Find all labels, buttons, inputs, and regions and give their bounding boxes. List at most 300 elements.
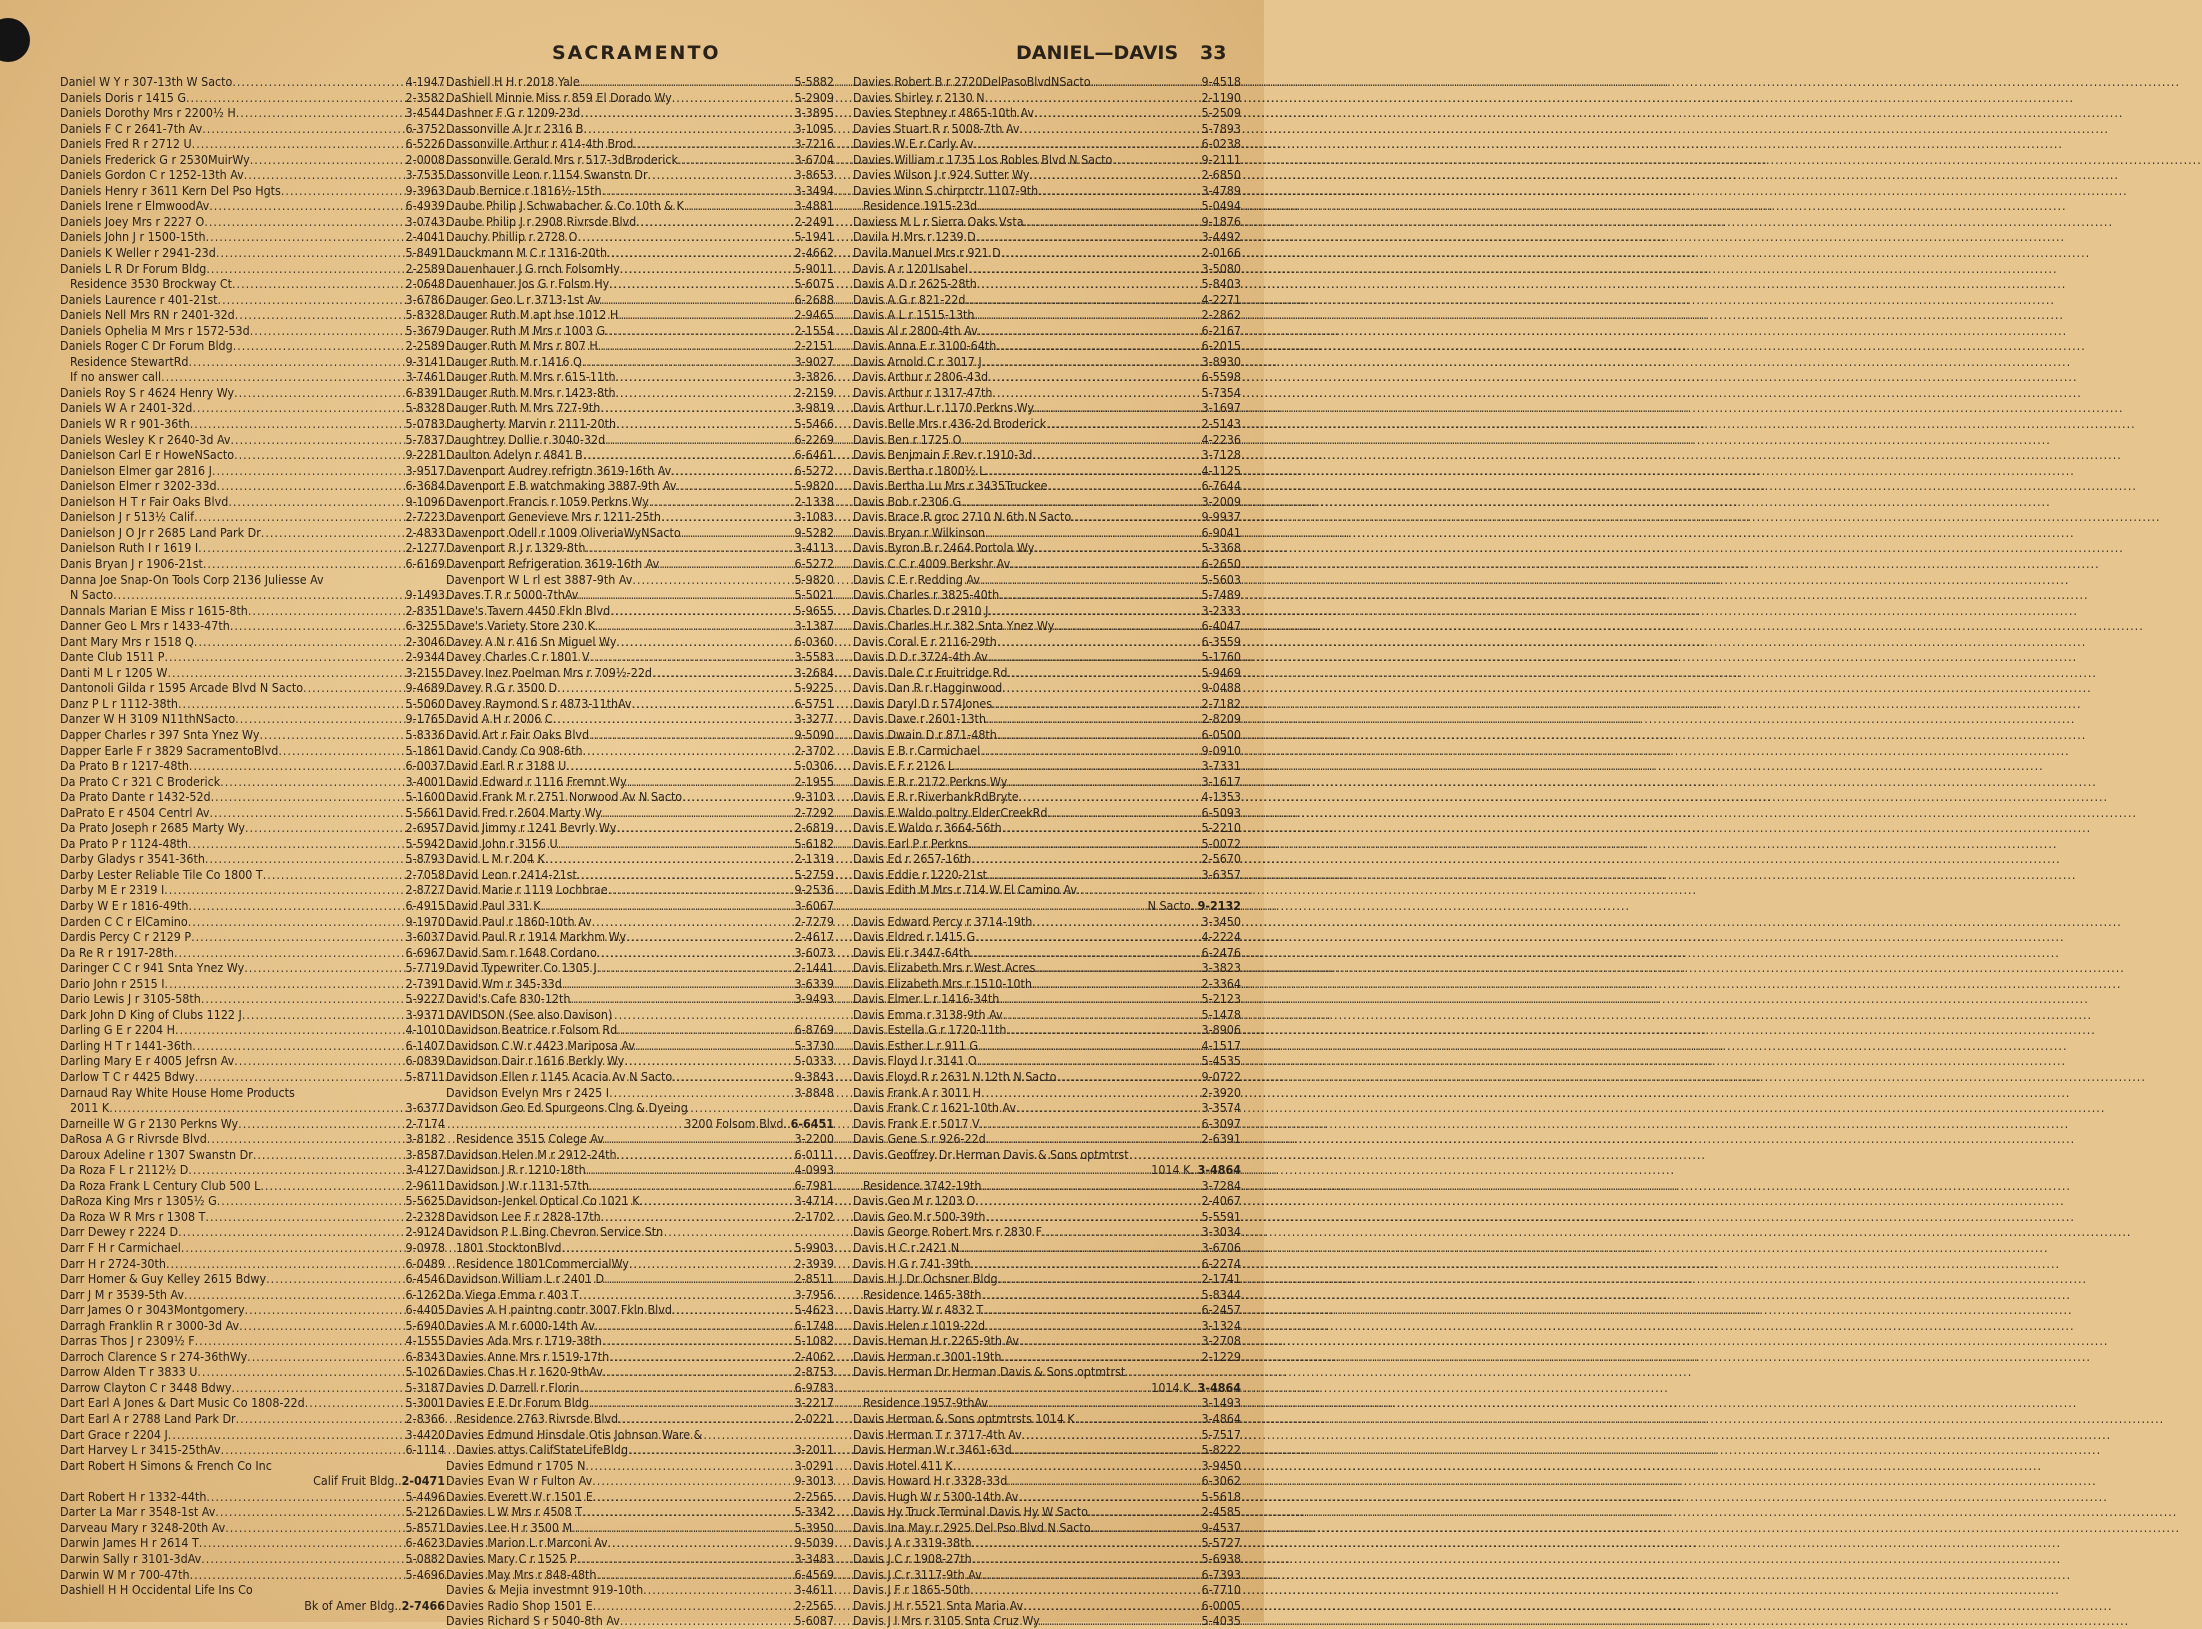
listing-entry [60,183,445,199]
leader-dots [557,680,794,696]
listing-phone: 9-2281 [405,447,445,463]
listing-entry [853,136,1241,152]
listing-name: Daniels F C r 2641-7th Av [60,120,203,136]
listing-entry [446,478,834,494]
listing-entry [60,805,445,821]
listing-entry [60,711,445,727]
listing-phone: 5-8344 [1201,1286,1241,1302]
listing-name: Davidson Evelyn Mrs r 2425 I [446,1084,610,1100]
listing-entry [446,229,834,245]
leader-dots [1003,1007,1202,1023]
listing-entry [853,183,1241,199]
leader-dots [184,1287,406,1303]
listing-entry: Dart Robert H Simons & French Co Inc [60,1457,272,1473]
listing-entry [853,525,1241,541]
listing-name: Davis Arthur r 1317-47th [853,384,993,400]
listing-name: Davis Arthur r 2806-43d [853,369,989,385]
leader-dots [978,1038,1201,1054]
listing-entry [446,1069,834,1085]
listing-phone: 3-8906 [1201,1022,1241,1038]
listing-phone: 6-5598 [1201,369,1241,385]
leader-dots [672,1302,795,1318]
leader-dots [961,494,1201,510]
listing-phone: 2-1702 [794,1208,834,1224]
listing-name: Davis E Waldo r 3664-56th [853,820,1002,836]
listing-phone: 3-5583 [794,649,834,665]
leader-dots [266,1271,405,1287]
listing-phone: 6-4939 [405,198,445,214]
listing-phone: 9-2132 [1197,897,1241,913]
listing-name: David Earl R r 3188 U [446,758,567,774]
listing-phone: 6-2015 [1201,338,1241,354]
leader-dots [582,354,795,370]
listing-entry [446,323,834,339]
listing-entry: Davidson P L Bing Chevron Service Stn [446,1224,664,1240]
listing-phone: 6-6451 [790,1115,834,1131]
listing-name: David A H r 2006 C [446,711,553,727]
leader-dots [626,929,794,945]
listing-phone: 6-1262 [405,1286,445,1302]
listing-entry [60,1224,445,1240]
listing-phone: 2-2565 [794,1488,834,1504]
listing-name: Davies W E r Carly Av [853,136,974,152]
listing-name: Danti M L r 1205 W [60,664,168,680]
leader-dots [596,1567,794,1583]
listing-entry [60,261,445,277]
listing-name: Davis C C r 4009 Berkshr Av [853,555,1011,571]
listing-phone: 2-2589 [405,338,445,354]
listing-phone: 9-5090 [794,726,834,742]
leader-dots [250,152,406,168]
listing-entry [853,945,1241,961]
listing-name: Danielson Carl E r HoweNSacto [60,447,235,463]
listing-phone: 2-7058 [405,866,445,882]
listing-name: DaPrato E r 4504 Centrl Av [60,804,210,820]
listing-entry [853,851,1241,867]
listing-name: Darby Gladys r 3541-36th [60,851,205,867]
listing-phone: 2-2328 [405,1208,445,1224]
listing-name: Davies attys CalifStateLifeBldg [456,1442,629,1458]
listing-phone: 4-2224 [1201,929,1241,945]
leader-dots [617,1022,794,1038]
listing-name: Daniels Laurence r 401-21st [60,291,218,307]
listing-phone: 5-6087 [794,1613,834,1629]
listing-name: Davis A D r 2625-28th [853,276,977,292]
listing-entry [60,882,445,898]
listing-phone: 3-4714 [794,1193,834,1209]
listing-name: Davis J H r 5521 Snta Maria Av [853,1597,1024,1613]
leader-dots [190,416,406,432]
listing-phone: 6-4047 [1201,618,1241,634]
leader-dots [217,478,406,494]
listing-entry [446,276,834,292]
listing-name: Davidson Helen M r 2912-24th [446,1146,617,1162]
leader-dots [605,323,794,339]
leader-dots [260,1178,405,1194]
leader-dots [1054,618,1201,634]
listing-phone: 5-7517 [1201,1426,1241,1442]
listing-phone: 3-1083 [794,509,834,525]
leader-dots [608,882,795,898]
listing-name: Dapper Earle F r 3829 SacramentoBlvd [60,742,279,758]
listing-entry [446,1504,834,1520]
column-1 [60,74,445,1614]
listing-name: Dauenhauer Jos G r Folsm Hy [446,276,610,292]
listing-phone: 4-2271 [1201,291,1241,307]
listing-entry [60,214,445,230]
leader-dots [988,649,1202,665]
listing-entry [853,152,1241,168]
leader-dots [209,198,405,214]
listing-phone: 9-1970 [405,913,445,929]
listing-name: Davis Dwain D r 871-48th [853,726,997,742]
leader-dots [195,1333,406,1349]
listing-entry [853,74,1241,90]
listing-name: Dario John r 2515 I [60,975,165,991]
listing-name: Darveau Mary r 3248-20th Av [60,1519,226,1535]
listing-entry [446,634,834,650]
leader-dots: .. [1190,1162,1198,1178]
listing-entry [60,1427,445,1443]
listing-name: Danielson H T r Fair Oaks Blvd [60,493,229,509]
listing-phone: 3-7956 [794,1286,834,1302]
leader-dots [583,121,794,137]
listing-entry [60,385,445,401]
leader-dots [589,1395,795,1411]
leader-dots [953,1458,1202,1474]
leader-dots [661,509,795,525]
leader-dots [230,618,406,634]
listing-entry [446,494,834,510]
listing-entry [853,1224,1241,1240]
listing-phone: 5-3368 [1201,540,1241,556]
listing-phone: 2-9611 [405,1177,445,1193]
listing-phone: 6-0037 [405,758,445,774]
listing-name: Daniels W A r 2401-32d [60,400,193,416]
listing-phone: 5-4696 [405,1566,445,1582]
listing-name: Davies D Darrell r Florin [446,1379,580,1395]
leader-dots [624,1053,794,1069]
listing-name: Davenport E B watchmaking 3887-9th Av [446,478,677,494]
leader-dots [959,1240,1201,1256]
leader-dots [965,292,1201,308]
leader-dots [980,572,1202,588]
listing-entry [853,385,1241,401]
leader-dots [585,1458,794,1474]
listing-entry [853,1442,1241,1458]
listing-entry [853,711,1241,727]
leader-dots [303,680,405,696]
leader-dots [988,369,1201,385]
leader-dots [232,276,406,292]
listing-name: Da Prato Dante r 1432-52d [60,789,211,805]
page-header [0,40,1264,70]
listing-phone: 9-4518 [1201,74,1241,89]
leader-dots [616,416,794,432]
listing-phone: 6-0839 [405,1053,445,1069]
listing-entry [60,400,445,416]
listing-entry [60,1193,445,1209]
leader-dots [604,1271,794,1287]
listing-entry [446,618,834,634]
leader-dots [975,307,1202,323]
listing-entry [853,1240,1241,1256]
listing-name: Davey Charles C r 1801 V [446,649,590,665]
listing-phone: 3-7461 [405,369,445,385]
listing-name: Daniels Nell Mrs RN r 2401-32d [60,307,235,323]
listing-name: David Sam r 1648 Cordano [446,944,597,960]
listing-phone: 3-4864 [1197,1379,1241,1395]
leader-dots [175,1022,405,1038]
listing-entry [446,1147,834,1163]
listing-entry [60,338,445,354]
leader-dots [610,603,794,619]
listing-name: Davis Al r 2800-4th Av [853,322,978,338]
listing-phone: 5-9820 [794,478,834,494]
listing-phone: 2-2151 [794,338,834,354]
listing-name: Danis Bryan J r 1906-21st [60,555,203,571]
listing-entry [446,945,834,961]
listing-phone: 5-2126 [405,1504,445,1520]
listing-entry [60,1598,445,1614]
listing-entry [446,1053,834,1069]
listing-entry: Davidson Geo Ed Spurgeons Clng & Dyeing [446,1100,688,1116]
listing-entry [853,1458,1241,1474]
leader-dots [961,432,1201,448]
listing-name: Davies Stuart R r 5008-7th Av [853,120,1020,136]
listing-name: Davidson J R r 1210-18th [446,1162,586,1178]
listing-entry [853,1613,1241,1629]
listing-entry [853,696,1241,712]
listing-entry [853,1520,1241,1536]
listing-name: Dauckmann M C r 1316-20th [446,245,608,261]
listing-phone: 6-5093 [1201,804,1241,820]
listing-entry [446,1489,834,1505]
leader-dots [205,851,406,867]
leader-dots [188,898,405,914]
listing-name: Danzer W H 3109 N11thNSacto [60,711,236,727]
listing-entry [446,369,834,385]
listing-entry [853,1318,1241,1334]
listing-entry [60,618,445,634]
listing-entry [60,463,445,479]
leader-dots [234,385,405,401]
listing-entry: Davis Edith M Mrs r 714 W El Camino Av [853,882,1078,898]
listing-entry [853,1256,1241,1272]
leader-dots [1001,245,1202,261]
leader-dots [570,991,794,1007]
leader-dots [217,1193,406,1209]
listing-phone: 5-9225 [794,680,834,696]
listing-entry [60,1504,445,1520]
listing-entry [446,261,834,277]
listing-name: Daviess M L r Sierra Oaks Vsta [853,213,1024,229]
listing-entry [853,1302,1241,1318]
listing-phone: 5-9903 [794,1240,834,1256]
listing-entry [853,727,1241,743]
listing-entry [853,105,1241,121]
listing-name: Darwin W M r 700-47th [60,1566,190,1582]
listing-phone: 6-3752 [405,120,445,136]
listing-name: Residence 3515 Colege Av [456,1131,604,1147]
listing-name: Da Prato Joseph r 2685 Marty Wy [60,820,246,836]
column-2 [446,74,834,1629]
leader-dots [628,1442,794,1458]
leader-dots [601,1209,795,1225]
listing-entry [853,898,1241,914]
listing-name: Davies Marion L r Marconi Av [446,1535,608,1551]
listing-name: Daniels Irene r ElmwoodAv [60,198,210,214]
leader-dots [980,1116,1202,1132]
listing-phone: 9-3013 [794,1473,834,1489]
listing-phone: 3-2217 [794,1395,834,1411]
listing-entry [853,1333,1241,1349]
listing-name: Daniels Roger C Dr Forum Bldg [60,338,233,354]
listing-entry [446,914,834,930]
leader-dots [968,836,1202,852]
listing-name: Davila H Mrs r 1239 D [853,229,976,245]
listing-entry [853,1209,1241,1225]
listing-entry [60,494,445,510]
leader-dots [205,1209,405,1225]
listing-phone: 6-0005 [1201,1597,1241,1613]
listing-name: David L M r 204 K [446,851,545,867]
listing-phone: 2-6850 [1201,167,1241,183]
listing-phone: 3-4492 [1201,229,1241,245]
listing-phone: 5-0882 [405,1550,445,1566]
leader-dots [165,976,406,992]
listing-name: Dauger Ruth M Mrs 727-9th [446,400,601,416]
listing-name: Dart Harvey L r 3415-25thAv [60,1442,221,1458]
leader-dots [633,136,794,152]
listing-entry [853,292,1241,308]
listing-name: Davies Shirley r 2130 N [853,89,985,105]
leader-dots [597,945,795,961]
listing-entry [60,587,445,603]
listing-name: Bk of Amer Bldg [304,1597,395,1613]
listing-name: Davis A r 1201Isabel [853,260,969,276]
leader-dots [981,1085,1202,1101]
leader-dots [618,1411,794,1427]
listing-entry [853,121,1241,137]
leader-dots [1056,1069,1201,1085]
listing-entry [60,743,445,759]
listing-name: Davis Arthur L r 1170 Perkns Wy [853,400,1035,416]
leader-dots [600,400,794,416]
listing-name: Dassonville A Jr r 2316 B [446,120,584,136]
listing-phone: 5-5603 [1201,571,1241,587]
leader-dots [595,618,795,634]
listing-phone: 5-3950 [794,1519,834,1535]
listing-phone: 2-4067 [1201,1193,1241,1209]
leader-dots [597,960,795,976]
leader-dots: .. [394,1473,402,1489]
listing-name: Dauchy Phillip r 2728 O [446,229,578,245]
listing-name: Darby M E r 2319 I [60,882,165,898]
listing-entry [60,1302,445,1318]
listing-entry [60,105,445,121]
leader-dots [672,1069,794,1085]
listing-name: Daniels Joey Mrs r 2227 O [60,213,205,229]
listing-phone: 2-9344 [405,649,445,665]
leader-dots [577,1551,795,1567]
leader-dots [572,1520,794,1536]
leader-dots [161,369,405,385]
leader-dots [234,447,405,463]
listing-entry [60,914,445,930]
leader-dots [977,276,1202,292]
listing-phone: 6-4405 [405,1302,445,1318]
listing-phone: 5-2123 [1201,991,1241,1007]
listing-phone: 5-5625 [405,1193,445,1209]
leader-dots [977,1053,1202,1069]
listing-entry [446,307,834,323]
listing-phone: 2-7182 [1201,695,1241,711]
listing-phone: 2-7174 [405,1115,445,1131]
leader-dots [198,540,405,556]
listing-entry [446,587,834,603]
listing-phone: 6-2650 [1201,555,1241,571]
listing-name: Dauger Geo L r 3713-1st Av [446,291,601,307]
listing-entry [853,976,1241,992]
listing-phone: 9-2536 [794,882,834,898]
listing-entry [446,1333,834,1349]
listing-phone: 6-2688 [794,291,834,307]
listing-phone: 2-2565 [794,1597,834,1613]
listing-name: Davis Eli r 3447-64th [853,944,971,960]
listing-phone: 2-3046 [405,633,445,649]
leader-dots [999,991,1201,1007]
leader-dots [609,1349,794,1365]
leader-dots [207,1131,406,1147]
listing-phone: 2-8209 [1201,711,1241,727]
listing-phone: 4-1947 [405,74,445,89]
listing-entry [446,727,834,743]
listing-entry [853,649,1241,665]
listing-entry [853,1022,1241,1038]
leader-dots [986,1209,1202,1225]
listing-phone: 4-0993 [794,1162,834,1178]
leader-dots [235,711,405,727]
listing-name: Darragh Franklin R r 3000-3d Av [60,1317,240,1333]
listing-name: Darwin Sally r 3101-3dAv [60,1550,202,1566]
listing-phone: 9-4689 [405,680,445,696]
listing-entry [446,183,834,199]
listing-phone: 5-8328 [405,307,445,323]
leader-dots [109,1100,405,1116]
listing-name: Davenport Francis r 1059 Perkns Wy [446,493,649,509]
listing-name: 1801 StocktonBlvd [456,1240,562,1256]
listing-phone: 2-9124 [405,1224,445,1240]
listing-entry [853,307,1241,323]
listing-phone: 3-2333 [1201,602,1241,618]
listing-phone: 3-6357 [1201,866,1241,882]
listing-phone: 6-0500 [1201,726,1241,742]
listing-phone: 6-7393 [1201,1566,1241,1582]
leader-dots [220,774,405,790]
listing-name: Davies Stephney r 4865-10th Av [853,105,1034,121]
listing-entry [446,1535,834,1551]
listing-name: Da Roza Frank L Century Club 500 L [60,1177,261,1193]
listing-entry [446,696,834,712]
listing-phone: 4-1125 [1201,462,1241,478]
listing-entry [853,820,1241,836]
leader-dots [1007,1473,1201,1489]
leader-dots [975,929,1201,945]
leader-dots [985,525,1201,541]
listing-name: David Typewriter Co 1305 J [446,960,597,976]
leader-dots [261,525,406,541]
